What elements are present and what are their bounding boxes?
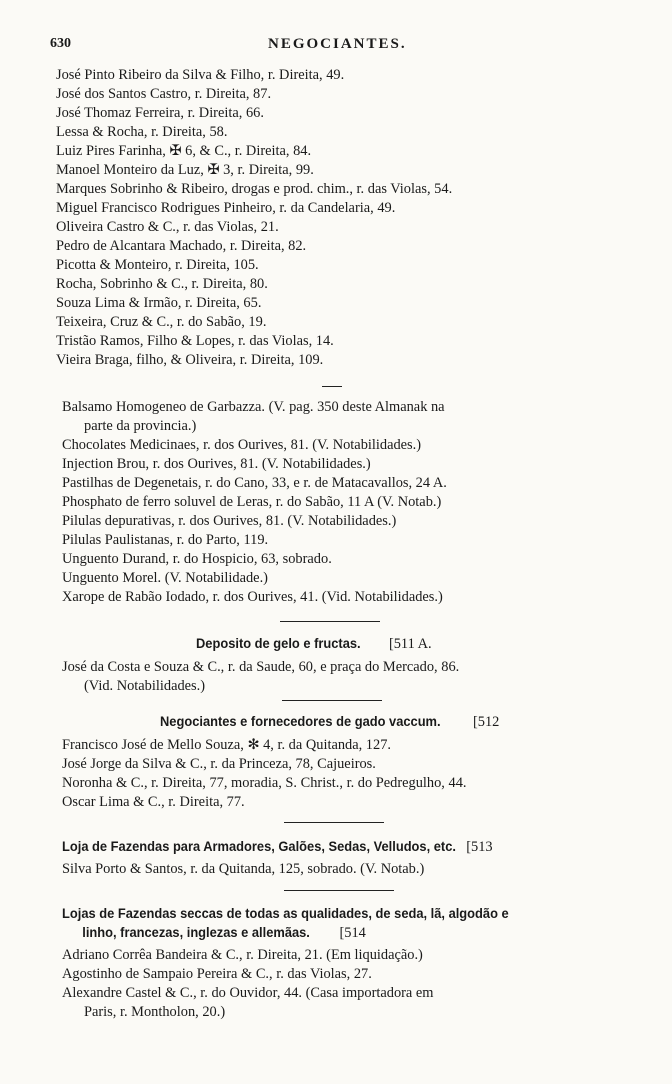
page-header [50, 36, 650, 58]
divider [284, 890, 394, 891]
list-item: Pilulas depurativas, r. dos Ourives, 81. (V. Notabilidades.) [62, 513, 397, 529]
list-item: Luiz Pires Farinha, ✠ 6, & C., r. Direita, 84. [56, 143, 312, 159]
list-item: Alexandre Castel & C., r. do Ouvidor, 44. (Casa importadora em [62, 985, 434, 1001]
list-item: José Pinto Ribeiro da Silva & Filho, r. Direita, 49. [56, 67, 345, 83]
list-item: Unguento Durand, r. do Hospicio, 63, sobrado. [62, 551, 332, 567]
section-heading [62, 904, 662, 943]
list-item: Pilulas Paulistanas, r. do Parto, 119. [62, 532, 269, 548]
remedy-list [62, 398, 662, 607]
list-item: Vieira Braga, filho, & Oliveira, r. Direita, 109. [56, 352, 324, 368]
list-item: Rocha, Sobrinho & C., r. Direita, 80. [56, 276, 268, 292]
list-item: Souza Lima & Irmão, r. Direita, 65. [56, 295, 262, 311]
list-item: Lessa & Rocha, r. Direita, 58. [56, 124, 228, 140]
list-item: Unguento Morel. (V. Notabilidade.) [62, 570, 268, 586]
list-item: Noronha & C., r. Direita, 77, moradia, S. Christ., r. do Pedregulho, 44. [62, 775, 467, 791]
list-item: Tristão Ramos, Filho & Lopes, r. das Violas, 14. [56, 333, 334, 349]
list-item: José dos Santos Castro, r. Direita, 87. [56, 86, 272, 102]
list-item: Adriano Corrêa Bandeira & C., r. Direita, 21. (Em liquidação.) [62, 947, 423, 963]
list-item: (Vid. Notabilidades.) [84, 678, 206, 694]
list-item: Oliveira Castro & C., r. das Violas, 21. [56, 219, 279, 235]
list-item: Manoel Monteiro da Luz, ✠ 3, r. Direita, 99. [56, 162, 314, 178]
list-item: Paris, r. Montholon, 20.) [84, 1004, 226, 1020]
list-item: Picotta & Monteiro, r. Direita, 105. [56, 257, 259, 273]
list-item: Xarope de Rabão Iodado, r. dos Ourives, 41. (Vid. Notabilidades.) [62, 589, 443, 605]
list-item: Pedro de Alcantara Machado, r. Direita, 82. [56, 238, 307, 254]
section-number: [514 [339, 925, 366, 941]
divider [282, 700, 382, 701]
list-item: Silva Porto & Santos, r. da Quitanda, 125, sobrado. (V. Notab.) [62, 861, 425, 877]
section-title: Deposito de gelo e fructas. [196, 635, 361, 651]
section-entries [62, 946, 662, 1022]
section-title: Negociantes e fornecedores de gado vaccum. [160, 713, 441, 729]
list-item: Agostinho de Sampaio Pereira & C., r. das Violas, 27. [62, 966, 372, 982]
section-number: [513 [466, 839, 493, 855]
list-item: José Thomaz Ferreira, r. Direita, 66. [56, 105, 264, 121]
divider [280, 621, 380, 622]
list-item: Phosphato de ferro soluvel de Leras, r. do Sabão, 11 A (V. Notab.) [62, 494, 442, 510]
list-item: Pastilhas de Degenetais, r. do Cano, 33, e r. de Matacavallos, 24 A. [62, 475, 447, 491]
list-item: Teixeira, Cruz & C., r. do Sabão, 19. [56, 314, 267, 330]
running-title: NEGOCIANTES. [268, 36, 407, 52]
list-item: Balsamo Homogeneo de Garbazza. (V. pag. 350 deste Almanak na [62, 399, 445, 415]
list-item: Francisco José de Mello Souza, ✻ 4, r. da Quitanda, 127. [62, 737, 391, 753]
section-number: [511 A. [388, 636, 432, 652]
list-item: José da Costa e Souza & C., r. da Saude, 60, e praça do Mercado, 86. [62, 659, 460, 675]
list-item: parte da provincia.) [84, 418, 197, 434]
divider [284, 822, 384, 823]
section-heading [62, 837, 662, 857]
list-item: Oscar Lima & C., r. Direita, 77. [62, 794, 245, 810]
list-item: Injection Brou, r. dos Ourives, 81. (V. Notabilidades.) [62, 456, 371, 472]
list-item: José Jorge da Silva & C., r. da Princeza, 78, Cajueiros. [62, 756, 376, 772]
section-title: Lojas de Fazendas seccas de todas as qualidades, de seda, lã, algodão e [62, 905, 509, 921]
page-number: 630 [50, 36, 71, 51]
section-heading [160, 712, 672, 732]
section-number: [512 [473, 714, 500, 730]
section-title: Loja de Fazendas para Armadores, Galões, Sedas, Velludos, etc. [62, 838, 456, 854]
divider [322, 386, 342, 387]
section-title-continued: linho, francezas, inglezas e allemãas. [82, 924, 310, 940]
list-item: Miguel Francisco Rodrigues Pinheiro, r. da Candelaria, 49. [56, 200, 396, 216]
section-entries [62, 736, 662, 812]
section-entries [62, 860, 662, 879]
section-entries [62, 658, 662, 696]
section-heading [196, 634, 672, 654]
list-item: Marques Sobrinho & Ribeiro, drogas e prod. chim., r. das Violas, 54. [56, 181, 453, 197]
list-item: Chocolates Medicinaes, r. dos Ourives, 81. (V. Notabilidades.) [62, 437, 422, 453]
merchant-list [56, 66, 656, 370]
